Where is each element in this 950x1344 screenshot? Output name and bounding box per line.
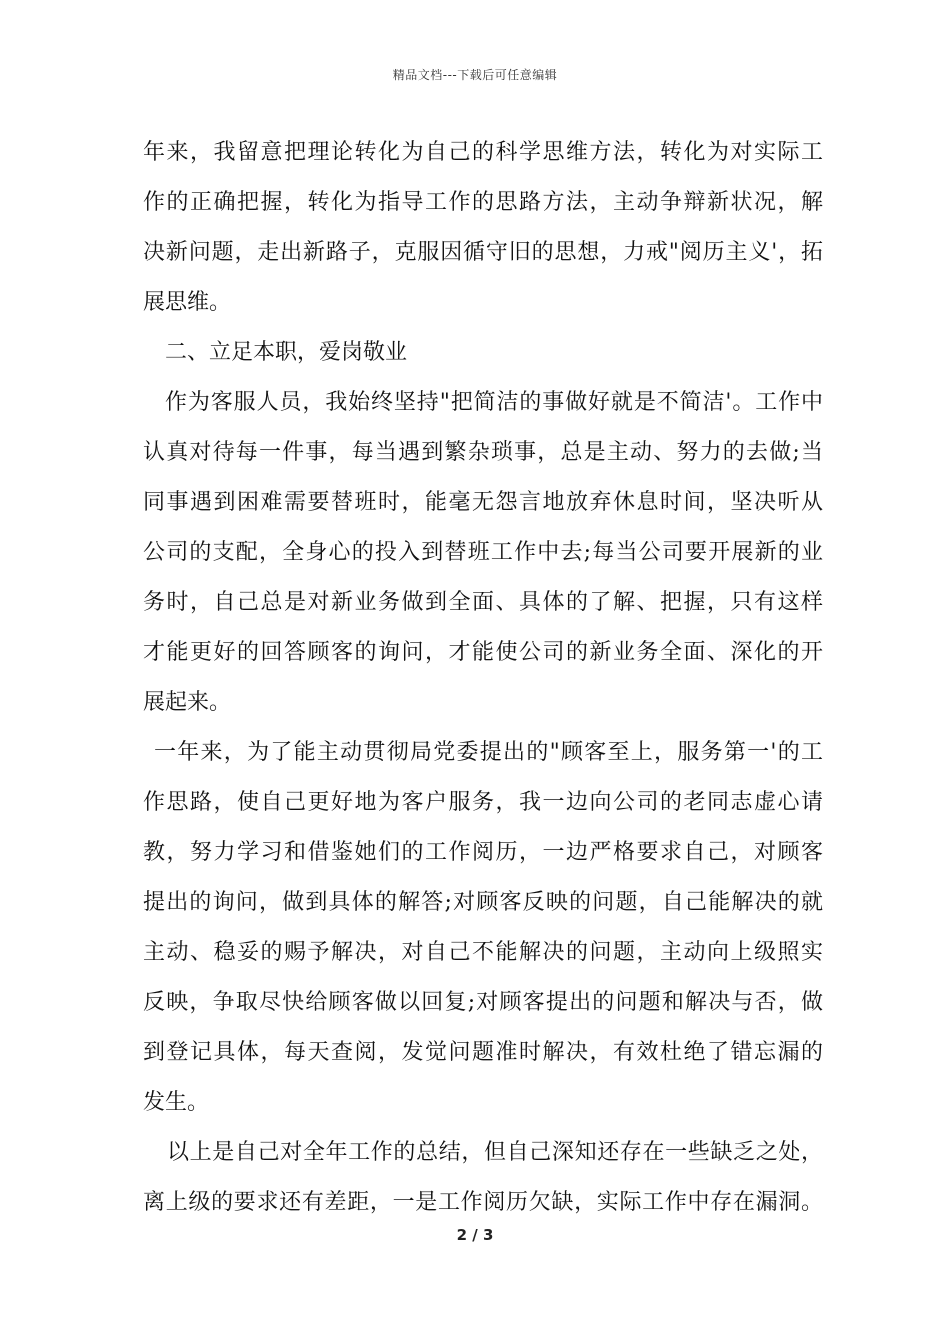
text-line: 决新问题，走出新路子，克服因循守旧的思想，力戒"阅历主义'，拓 — [143, 240, 823, 265]
text-line: 教，努力学习和借鉴她们的工作阅历，一边严格要求自己，对顾客 — [143, 840, 823, 865]
heading-text: 二、立足本职，爱岗敬业 — [165, 340, 408, 365]
paragraph-3 — [143, 728, 823, 1128]
text-line: 认真对待每一件事，每当遇到繁杂琐事，总是主动、努力的去做;当 — [143, 440, 823, 465]
text-line: 同事遇到困难需要替班时，能毫无怨言地放弃休息时间，坚决听从 — [143, 490, 823, 515]
text-line: 务时，自己总是对新业务做到全面、具体的了解、把握，只有这样 — [143, 590, 823, 615]
text-line: 作的正确把握，转化为指导工作的思路方法，主动争辩新状况，解 — [143, 190, 823, 215]
text-line: 一年来，为了能主动贯彻局党委提出的"顾客至上，服务第一'的工 — [154, 740, 823, 765]
page-number: 2 / 3 — [456, 1226, 494, 1244]
document-body — [143, 128, 823, 1228]
text-line: 到登记具体，每天查阅，发觉问题准时解决，有效杜绝了错忘漏的 — [143, 1040, 823, 1065]
paragraph-2 — [143, 378, 823, 728]
text-line: 以上是自己对全年工作的总结，但自己深知还存在一些缺乏之处， — [167, 1140, 823, 1165]
text-line: 展起来。 — [143, 690, 232, 715]
text-line: 离上级的要求还有差距，一是工作阅历欠缺，实际工作中存在漏洞。 — [143, 1190, 823, 1215]
text-line: 发生。 — [143, 1090, 210, 1115]
paragraph-1 — [143, 128, 823, 328]
paragraph-4 — [143, 1128, 823, 1228]
text-line: 年来，我留意把理论转化为自己的科学思维方法，转化为对实际工 — [143, 140, 823, 165]
text-line: 公司的支配，全身心的投入到替班工作中去;每当公司要开展新的业 — [143, 540, 823, 565]
page-header: 精品文档---下载后可任意编辑 — [392, 68, 558, 82]
section-heading — [143, 328, 823, 378]
text-line: 作思路，使自己更好地为客户服务，我一边向公司的老同志虚心请 — [143, 790, 823, 815]
text-line: 展思维。 — [143, 290, 232, 315]
text-line: 提出的询问，做到具体的解答;对顾客反映的问题，自己能解决的就 — [143, 890, 823, 915]
text-line: 才能更好的回答顾客的询问，才能使公司的新业务全面、深化的开 — [143, 640, 823, 665]
text-line: 主动、稳妥的赐予解决，对自己不能解决的问题，主动向上级照实 — [143, 940, 823, 965]
text-line: 反映，争取尽快给顾客做以回复;对顾客提出的问题和解决与否，做 — [143, 990, 823, 1015]
text-line: 作为客服人员，我始终坚持"把简洁的事做好就是不简洁'。工作中 — [165, 390, 823, 415]
